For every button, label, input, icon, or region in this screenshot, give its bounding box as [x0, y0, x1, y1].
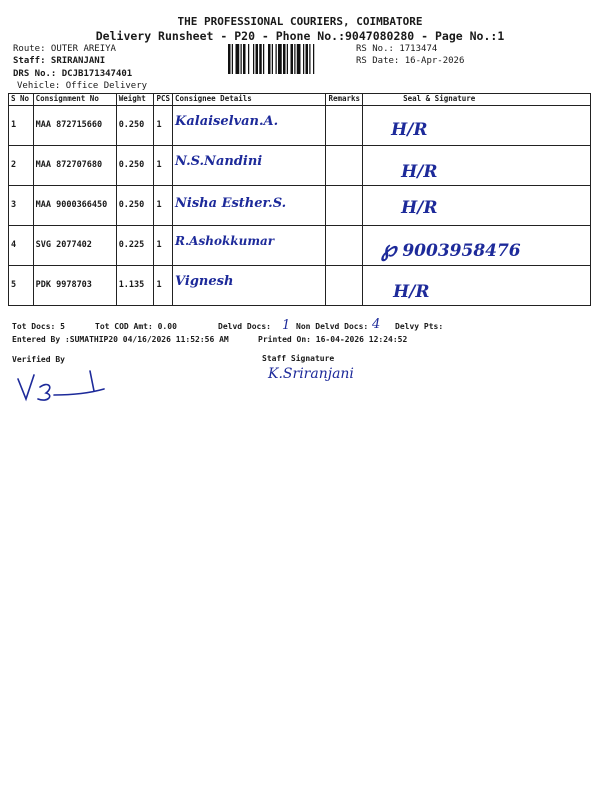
- barcode-bar: [276, 44, 277, 74]
- cell-consignment: MAA 872707680: [33, 146, 116, 186]
- cell-consignment: MAA 9000366450: [33, 186, 116, 226]
- cell-remarks: [326, 226, 363, 266]
- barcode-bar: [268, 44, 271, 74]
- cell-sno: 5: [9, 266, 34, 306]
- cell-pcs: 1: [154, 266, 173, 306]
- barcode-bar: [272, 44, 273, 74]
- staff-label: Staff: SRIRANJANI: [13, 56, 106, 66]
- table-row: [9, 146, 591, 186]
- delvd-docs-value: 1: [282, 318, 291, 333]
- tot-docs: Tot Docs: 5: [12, 322, 65, 331]
- barcode-bar: [228, 44, 231, 74]
- barcode-bar: [291, 44, 294, 74]
- cell-consignment: SVG 2077402: [33, 226, 116, 266]
- barcode-bar: [294, 44, 295, 74]
- cell-remarks: [326, 186, 363, 226]
- entered-by: Entered By :SUMATHIP20 04/16/2026 11:52:56 AM: [12, 335, 229, 344]
- barcode-bar: [263, 44, 264, 74]
- cell-consignee: Kalaiselvan.A.: [173, 106, 326, 146]
- barcode-bar: [248, 44, 249, 74]
- barcode-bar: [283, 44, 286, 74]
- rs-no: RS No.: 1713474: [356, 44, 438, 54]
- seal-phone: 9003958476: [402, 241, 521, 261]
- barcode-bar: [287, 44, 288, 74]
- route-label: Route: OUTER AREIYA: [13, 44, 116, 54]
- cell-consignment: PDK 9978703: [33, 266, 116, 306]
- cell-seal: [363, 226, 591, 266]
- cell-remarks: [326, 146, 363, 186]
- vehicle-label: Vehicle: Office Delivery: [17, 81, 148, 91]
- table-row: [9, 226, 591, 266]
- barcode-bar: [236, 44, 240, 74]
- barcode-bar: [297, 44, 301, 74]
- barcode-bar: [309, 44, 310, 74]
- col-pcs: PCS: [154, 94, 173, 106]
- col-seal: Seal & Signature: [363, 94, 591, 106]
- barcode-bar: [232, 44, 233, 74]
- non-delvd-docs: Non Delvd Docs:: [296, 322, 369, 331]
- runsheet-subtitle: Delivery Runsheet - P20 - Phone No.:9047080280 - Page No.:1: [95, 29, 505, 43]
- col-remarks: Remarks: [326, 94, 363, 106]
- col-sno: S No: [9, 94, 34, 106]
- cell-consignee: Nisha Esther.S.: [173, 186, 326, 226]
- table-row: [9, 106, 591, 146]
- barcode-bar: [313, 44, 314, 74]
- staff-signature-label: Staff Signature: [262, 354, 335, 363]
- barcode-bar: [256, 44, 259, 74]
- barcode-bar: [241, 44, 242, 74]
- cell-remarks: [326, 106, 363, 146]
- barcode-bar: [253, 44, 254, 74]
- cell-weight: 0.250: [116, 106, 154, 146]
- cell-remarks: [326, 266, 363, 306]
- cell-consignee: R.Ashokkumar: [173, 226, 326, 266]
- table-row: [9, 186, 591, 226]
- barcode-bar: [278, 44, 282, 74]
- cell-consignee: Vignesh: [173, 266, 326, 306]
- runsheet-table: [8, 93, 591, 306]
- cell-consignee: N.S.Nandini: [173, 146, 326, 186]
- verified-signature: [14, 365, 124, 405]
- barcode-bar: [243, 44, 246, 74]
- table-header-row: [9, 94, 591, 106]
- cell-consignment: MAA 872715660: [33, 106, 116, 146]
- cell-sno: 4: [9, 226, 34, 266]
- cell-pcs: 1: [154, 106, 173, 146]
- cell-pcs: 1: [154, 226, 173, 266]
- non-delvd-docs-value: 4: [372, 317, 381, 332]
- tot-cod: Tot COD Amt: 0.00: [95, 322, 177, 331]
- printed-on: Printed On: 16-04-2026 12:24:52: [258, 335, 408, 344]
- cell-seal: H/R: [363, 266, 591, 306]
- rs-date: RS Date: 16-Apr-2026: [356, 56, 465, 66]
- delvd-docs: Delvd Docs:: [218, 322, 271, 331]
- cell-sno: 1: [9, 106, 34, 146]
- cell-weight: 1.135: [116, 266, 154, 306]
- cell-seal: H/R: [363, 186, 591, 226]
- barcode: [228, 44, 352, 74]
- barcode-bar: [303, 44, 304, 74]
- barcode-bar: [259, 44, 262, 74]
- col-consignment: Consignment No: [33, 94, 116, 106]
- cell-sno: 2: [9, 146, 34, 186]
- col-consignee: Consignee Details: [173, 94, 326, 106]
- delvy-pts: Delvy Pts:: [395, 322, 444, 331]
- cell-pcs: 1: [154, 146, 173, 186]
- cell-weight: 0.250: [116, 146, 154, 186]
- table-row: [9, 266, 591, 306]
- cell-pcs: 1: [154, 186, 173, 226]
- cell-sno: 3: [9, 186, 34, 226]
- cell-seal: H/R: [363, 106, 591, 146]
- staff-signature: K.Sriranjani: [268, 366, 354, 382]
- cell-weight: 0.250: [116, 186, 154, 226]
- barcode-bar: [306, 44, 309, 74]
- company-title: THE PROFESSIONAL COURIERS, COIMBATORE: [177, 15, 423, 28]
- cell-weight: 0.225: [116, 226, 154, 266]
- drs-label: DRS No.: DCJB171347401: [13, 69, 133, 79]
- seal-mark: ℘: [381, 236, 397, 262]
- col-weight: Weight: [116, 94, 154, 106]
- verified-by-label: Verified By: [12, 355, 65, 364]
- cell-seal: H/R: [363, 146, 591, 186]
